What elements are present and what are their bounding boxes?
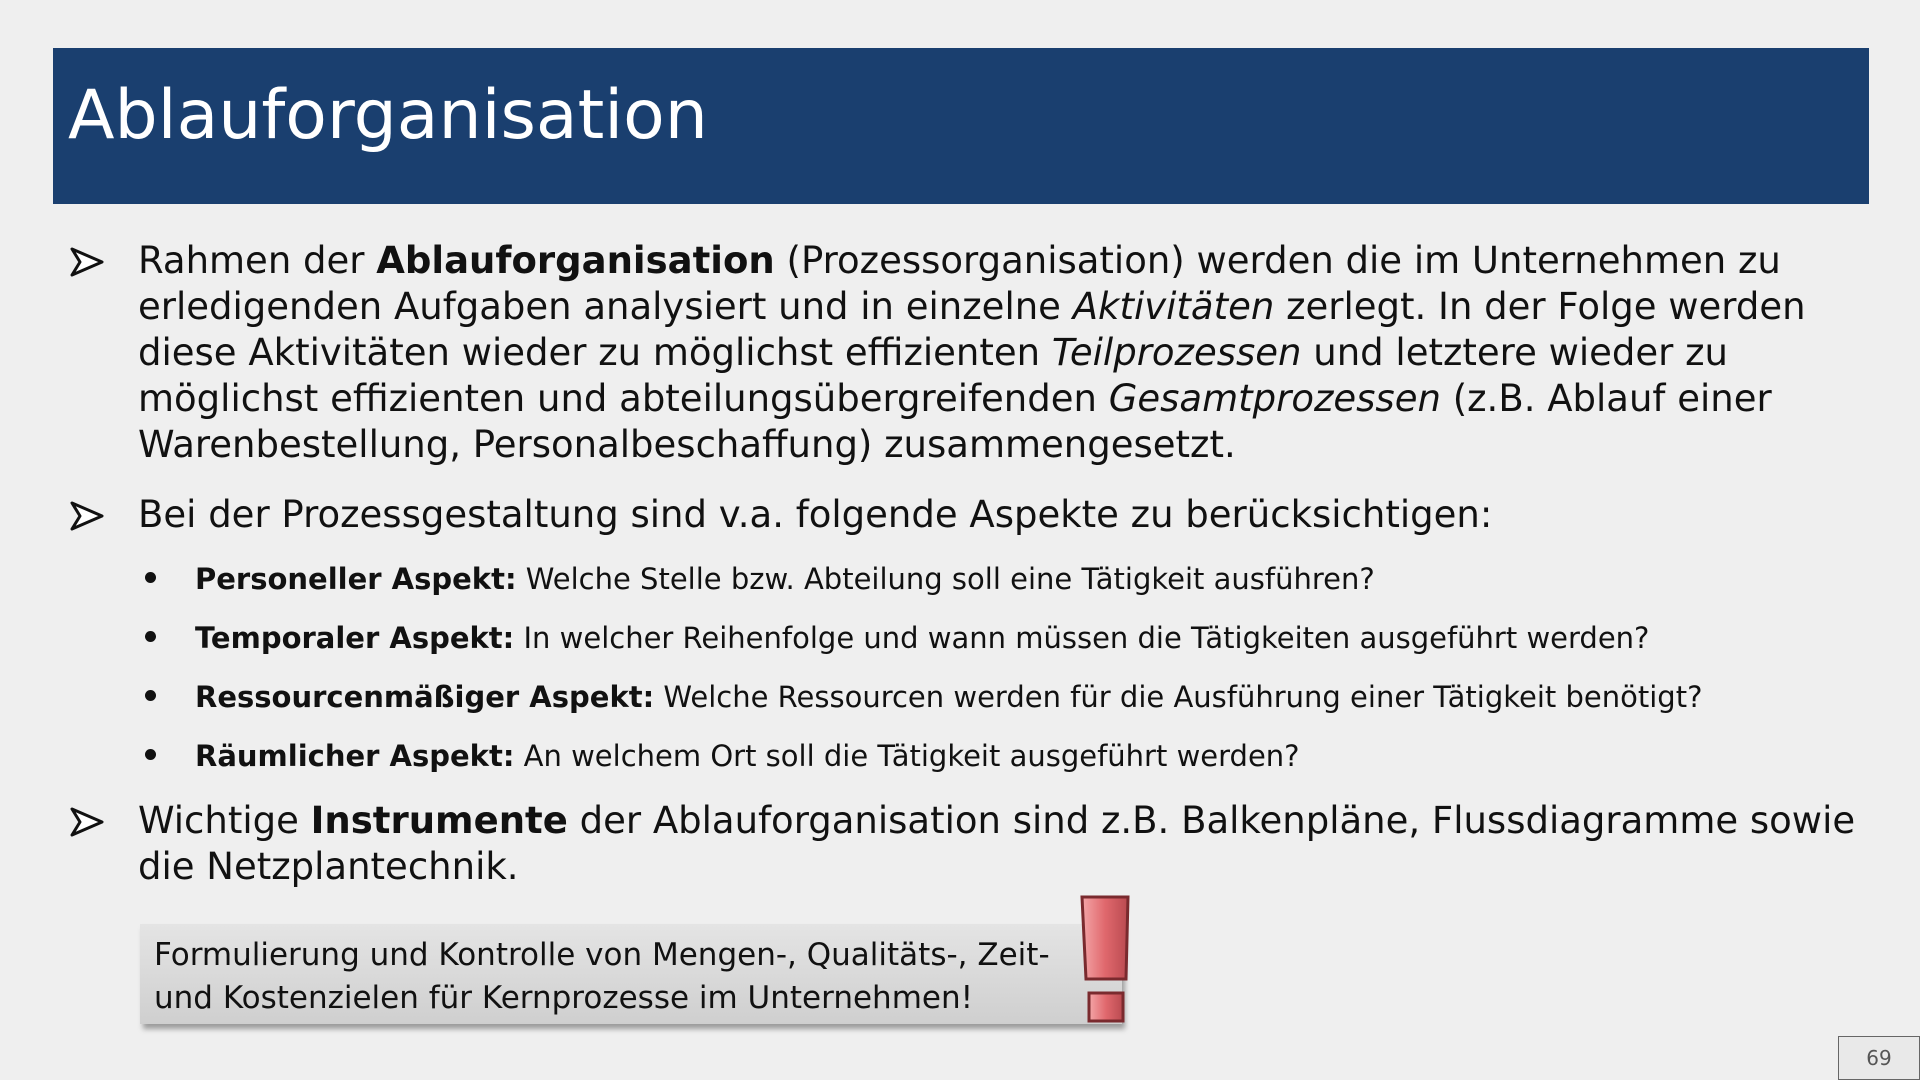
bullet-text: (Prozessorganisation) werden die im Unternehmen zu erledigenden Aufgaben analysiert und in einzelne [138,239,1781,328]
dot-bullet-icon [145,749,156,760]
bullet-term-bold: Instrumente [310,799,568,842]
title-bar [53,48,1869,204]
list-item-temporaler-aspekt [138,609,1860,668]
dot-bullet-icon [145,572,156,583]
bullet-term-italic: Teilprozessen [1051,331,1302,374]
arrow-bullet-icon [70,247,104,277]
arrow-bullet-icon [70,807,104,837]
bullet-term-bold: Ablauforganisation [376,239,775,282]
callout-box [140,924,1122,1024]
bullet-text: und letztere wieder zu möglichst effizienten und abteilungsübergreifenden [138,331,1728,420]
aspect-text: Welche Stelle bzw. Abteilung soll eine Tätigkeit ausführen? [516,562,1375,596]
page-number: 69 [1838,1036,1920,1080]
exclamation-icon [1076,893,1134,1025]
dot-bullet-icon [145,631,156,642]
bullet-instrumente [70,798,1860,890]
callout-text: Formulierung und Kontrolle von Mengen-, Qualitäts-, Zeit- und Kostenzielen für Kernprozesse im Unternehmen! [154,937,1050,1016]
bullet-text: (z.B. Ablauf einer Warenbestellung, Personalbeschaffung) zusammengesetzt. [138,377,1772,466]
bullet-text: Rahmen der [138,239,377,282]
bullet-text: der Ablauforganisation sind z.B. Balkenpläne, Flussdiagramme sowie die Netzplantechnik. [138,799,1856,888]
bullet-ablauforganisation [70,238,1860,468]
list-item-raeumlicher-aspekt [138,727,1860,786]
aspects-list [138,550,1860,786]
aspect-text: Welche Ressourcen werden für die Ausführung einer Tätigkeit benötigt? [654,680,1703,714]
bullet-term-italic: Gesamtprozessen [1108,377,1441,420]
dot-bullet-icon [145,690,156,701]
aspect-label: Personeller Aspekt: [195,562,517,596]
aspect-label: Ressourcenmäßiger Aspekt: [195,680,655,714]
list-item-ressourcen-aspekt [138,668,1860,727]
arrow-bullet-icon [70,501,104,531]
aspect-text: In welcher Reihenfolge und wann müssen die Tätigkeiten ausgeführt werden? [514,621,1650,655]
slide-content [70,238,1860,890]
bullet-prozessgestaltung [70,492,1860,538]
slide-title: Ablauforganisation [68,76,708,155]
bullet-text: Bei der Prozessgestaltung sind v.a. folgende Aspekte zu berücksichtigen: [138,493,1493,536]
bullet-text: Wichtige [138,799,311,842]
aspect-label: Temporaler Aspekt: [195,621,515,655]
aspect-text: An welchem Ort soll die Tätigkeit ausgeführt werden? [514,739,1300,773]
bullet-term-italic: Aktivitäten [1072,285,1275,328]
bullet-text: zerlegt. In der Folge werden diese Aktivitäten wieder zu möglichst effizienten [138,285,1806,374]
list-item-personeller-aspekt [138,550,1860,609]
aspect-label: Räumlicher Aspekt: [195,739,515,773]
